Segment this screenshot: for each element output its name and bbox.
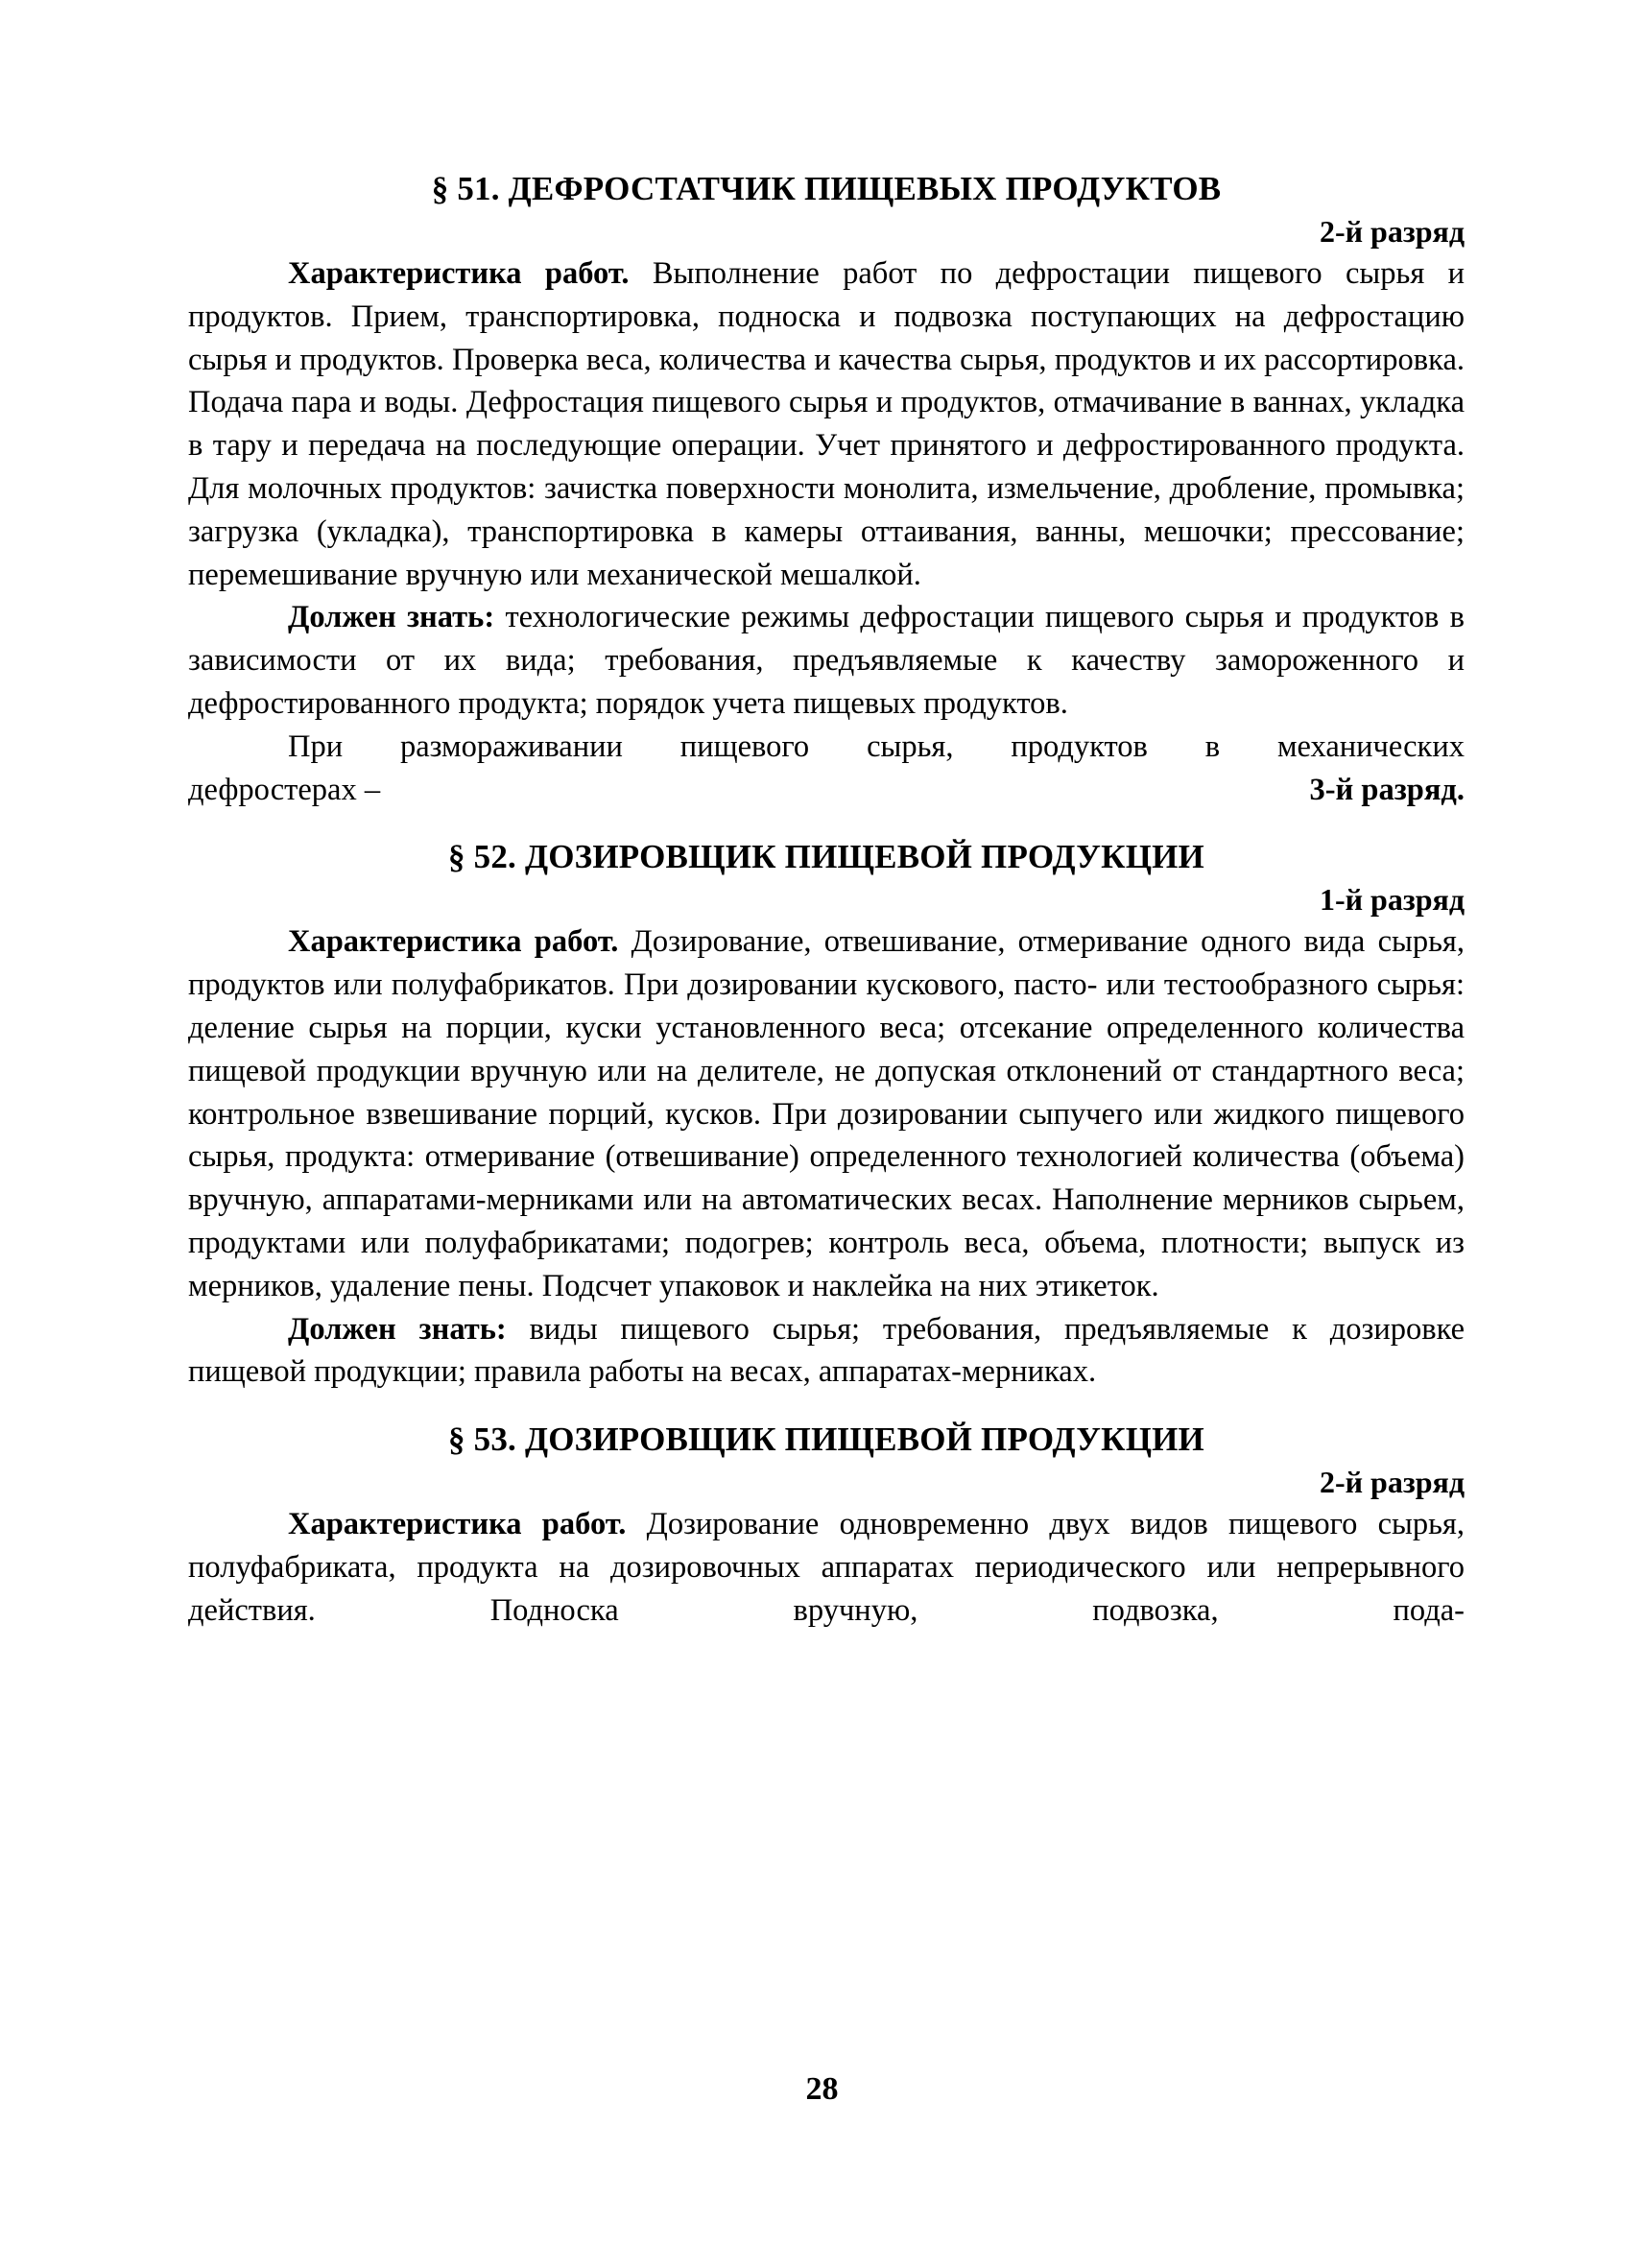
- work-characteristics-paragraph: [188, 252, 1465, 596]
- knowledge-paragraph: [188, 1308, 1465, 1395]
- work-characteristics-paragraph: [188, 1503, 1465, 1632]
- extra-condition-text: дефростерах –: [188, 772, 381, 807]
- rank-label: 2-й разряд: [1319, 1465, 1465, 1500]
- knowledge-label: Должен знать:: [288, 1311, 507, 1347]
- section-51: [188, 168, 1465, 811]
- extra-condition-line2: [188, 769, 1465, 812]
- work-characteristics-paragraph: [188, 920, 1465, 1307]
- section-title: § 53. ДОЗИРОВЩИК ПИЩЕВОЙ ПРОДУКЦИИ: [448, 1420, 1204, 1459]
- rank-label: 2-й разряд: [1319, 214, 1465, 249]
- page-number: 28: [805, 2071, 839, 2107]
- section-title: § 51. ДЕФРОСТАТЧИК ПИЩЕВЫХ ПРОДУКТОВ: [431, 170, 1222, 207]
- knowledge-text: технологические режимы дефростации пищевого сырья и продуктов в зависимости от их вида; требования, предъявляемые к качеству замороженного и дефростированного продукта; порядок учета пищевых продуктов.: [188, 600, 1465, 721]
- work-characteristics-label: Характеристика работ.: [288, 256, 630, 291]
- section-52: [188, 836, 1465, 1394]
- work-characteristics-text: Выполнение работ по дефростации пищевого сырья и продуктов. Прием, транспортировка, подноска и подвозка поступающих на дефростацию сырья и продуктов. Проверка веса, количества и качества сырья, продуктов и их рассортировка. Подача пара и воды. Дефростация пищевого сырья и продуктов, отмачивание в ваннах, укладка в тару и передача на последующие операции. Учет принятого и дефростированного продукта. Для молочных продуктов: зачистка поверхности монолита, измельчение, дробление, промывка; загрузка (укладка), транспортировка в камеры оттаивания, ванны, мешочки; прессование; перемешивание вручную или механической мешалкой.: [188, 256, 1465, 592]
- section-53: [188, 1419, 1465, 1632]
- knowledge-text: виды пищевого сырья; требования, предъявляемые к дозировке пищевой продукции; правила работы на весах, аппаратах-мерниках.: [188, 1311, 1465, 1390]
- work-characteristics-text: Дозирование одновременно двух видов пищевого сырья, полуфабриката, продукта на дозировочных аппаратах периодического или непрерывного действия. Подноска вручную, подвозка, пода-: [188, 1507, 1465, 1628]
- extra-rank-label: 3-й разряд.: [1309, 772, 1465, 807]
- knowledge-paragraph: [188, 596, 1465, 725]
- work-characteristics-label: Характеристика работ.: [288, 1507, 627, 1542]
- work-characteristics-label: Характеристика работ.: [288, 924, 619, 960]
- extra-condition-line1: При размораживании пищевого сырья, продуктов в механических: [288, 728, 1465, 764]
- section-title: § 52. ДОЗИРОВЩИК ПИЩЕВОЙ ПРОДУКЦИИ: [448, 838, 1204, 876]
- rank-label: 1-й разряд: [1319, 882, 1465, 918]
- work-characteristics-text: Дозирование, отвешивание, отмеривание одного вида сырья, продуктов или полуфабрикатов. При дозировании кускового, пасто- или тестообразного сырья: деление сырья на порции, куски установленного веса; отсекание определенного количества пищевой продукции вручную или на делителе, не допуская отклонений от стандартного веса; контрольное взвешивание порций, кусков. При дозировании сыпучего или жидкого пищевого сырья, продукта: отмеривание (отвешивание) определенного технологией количества (объема) вручную, аппаратами-мерниками или на автоматических весах. Наполнение мерников сырьем, продуктами или полуфабрикатами; подогрев; контроль веса, объема, плотности; выпуск из мерников, удаление пены. Подсчет упаковок и наклейка на них этикеток.: [188, 924, 1465, 1303]
- document-page: [188, 168, 1465, 1633]
- knowledge-label: Должен знать:: [288, 600, 495, 635]
